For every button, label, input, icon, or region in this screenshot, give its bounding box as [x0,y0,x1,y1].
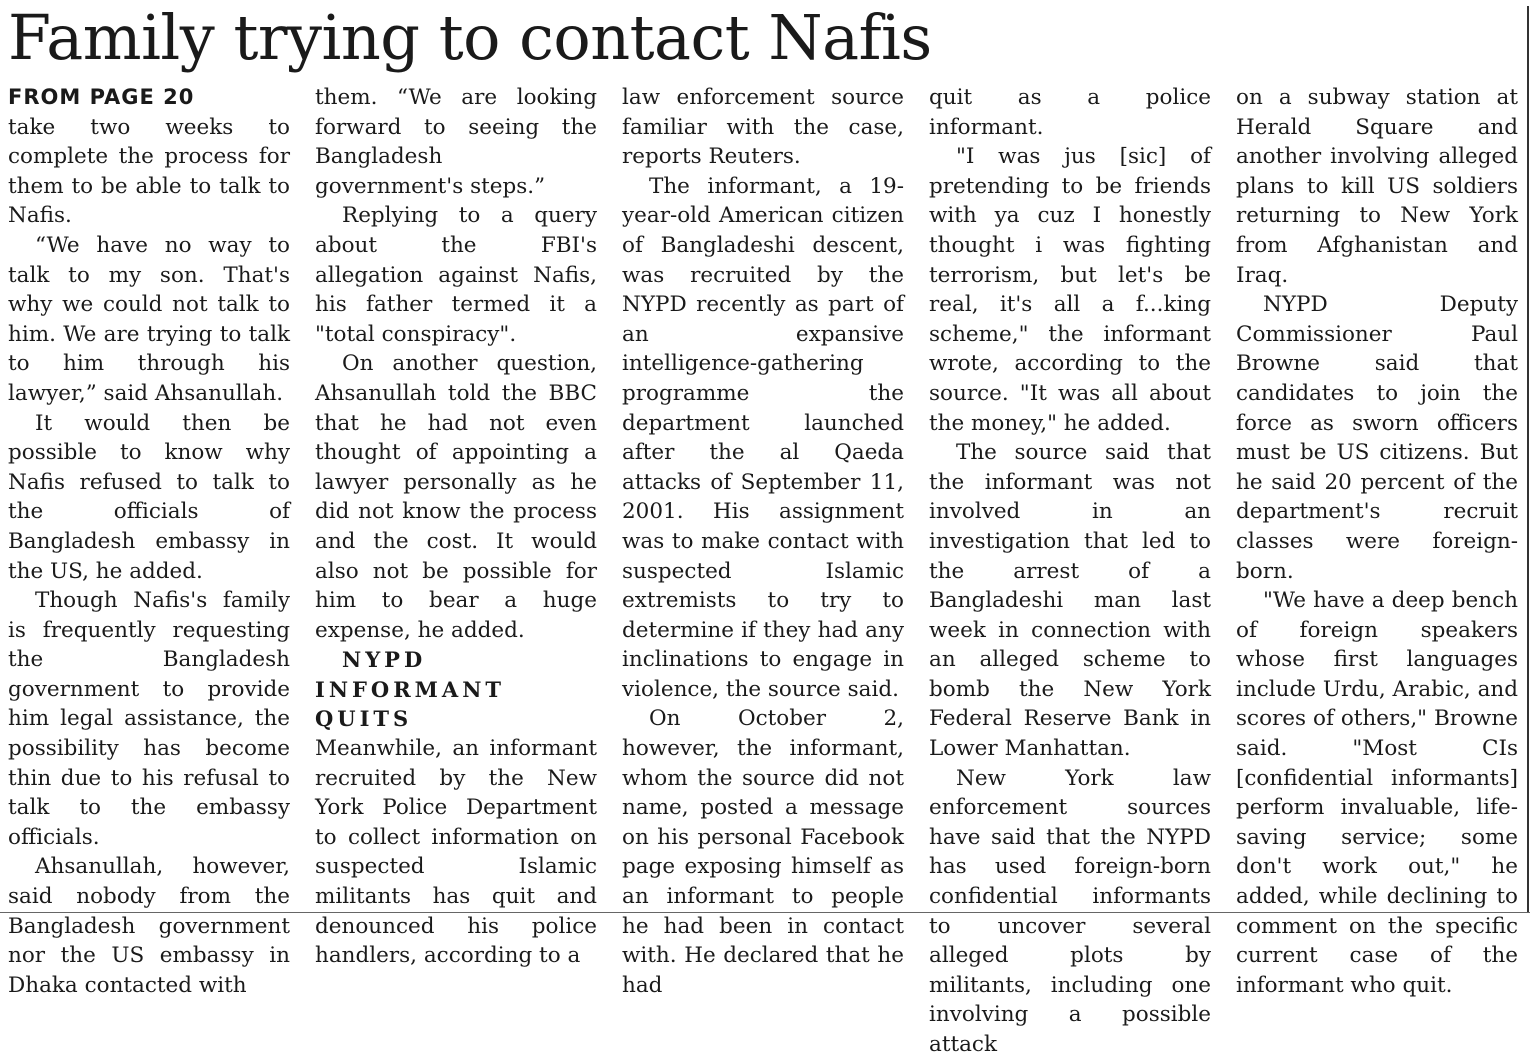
paragraph: It would then be possible to know why Nafis refused to talk to the officials of Bangladesh embassy in the US, he added. [8,410,290,584]
paragraph-continued: them. “We are looking forward to seeing the Bangladesh government's steps.” [315,85,597,199]
paragraph-continued: law enforcement source familiar with the case, reports Reuters. [622,85,904,170]
paragraph: Ahsanullah, however, said nobody from the Bangladesh government nor the US embassy in Dhaka contacted with [8,854,290,998]
paragraph: On another question, Ahsanullah told the BBC that he had not even thought of appointing a lawyer personally as he did not know the process and the cost. It would also not be possible for him to bear a huge expense, he added. [315,351,597,643]
headline: Family trying to contact Nafis [8,1,932,74]
paragraph: NYPD Deputy Commissioner Paul Browne said that candidates to join the force as sworn officers must be US citizens. But he said 20 percent of the department's recruit classes were foreign-born. [1236,292,1518,584]
paragraph: The informant, a 19-year-old American citizen of Bangladeshi descent, was recruited by the NYPD recently as part of an expansive intelligence-gathering programme the department launched after the al Qaeda attacks of September 11, 2001. His assignment was to make contact with suspected Islamic extremists to try to determine if they had any inclinations to engage in violence, the source said. [622,173,904,702]
paragraph: take two weeks to complete the process for them to be able to talk to Nafis. [8,114,290,229]
paragraph: On October 2, however, the informant, whom the source did not name, posted a message on his personal Facebook page exposing himself as an informant to people he had been in contact with. He declared that he had [622,706,904,998]
column-4 [929,83,1211,1060]
paragraph: Though Nafis's family is frequently requesting the Bangladesh government to provide him legal assistance, the possibility has become thin due to his refusal to talk to the embassy officials. [8,588,290,850]
paragraph-continued: quit as a police informant. [929,85,1211,140]
paragraph-continued: on a subway station at Herald Square and another involving alleged plans to kill US soldiers returning to New York from Afghanistan and Iraq. [1236,85,1518,288]
column-1 [8,83,290,1000]
continued-from-label: FROM PAGE 20 [8,85,195,109]
paragraph: “We have no way to talk to my son. That's why we could not talk to him. We are trying to talk to him through his lawyer,” said Ahsanullah. [8,232,290,406]
column-rule [1527,6,1529,912]
column-5 [1236,83,1518,1000]
paragraph: "We have a deep bench of foreign speakers whose first languages include Urdu, Arabic, and scores of others," Browne said. "Most CIs [confidential informants] perform invaluable, life-saving service; some don't work out," he added, while declining to comment on the specific current case of the informant who quit. [1236,588,1518,998]
subhead: NYPD INFORMANT QUITS [315,647,506,732]
column-2 [315,83,597,971]
paragraph: "I was jus [sic] of pretending to be friends with ya cuz I honestly thought i was fighting terrorism, but let's be real, it's all a f...king scheme," the informant wrote, according to the source. "It was all about the money," he added. [929,144,1211,436]
paragraph: The source said that the informant was not involved in an investigation that led to the arrest of a Bangladeshi man last week in connection with an alleged scheme to bomb the New York Federal Reserve Bank in Lower Manhattan. [929,440,1211,762]
column-3 [622,83,904,1000]
paragraph: Replying to a query about the FBI's allegation against Nafis, his father termed it a "total conspiracy". [315,203,597,347]
paragraph: Meanwhile, an informant recruited by the New York Police Department to collect information on suspected Islamic militants has quit and denounced his police handlers, according to a [315,736,597,969]
paragraph: New York law enforcement sources have said that the NYPD has used foreign-born confidential informants to uncover several alleged plots by militants, including one involving a possible attack [929,765,1211,1057]
bottom-rule [0,912,1530,913]
